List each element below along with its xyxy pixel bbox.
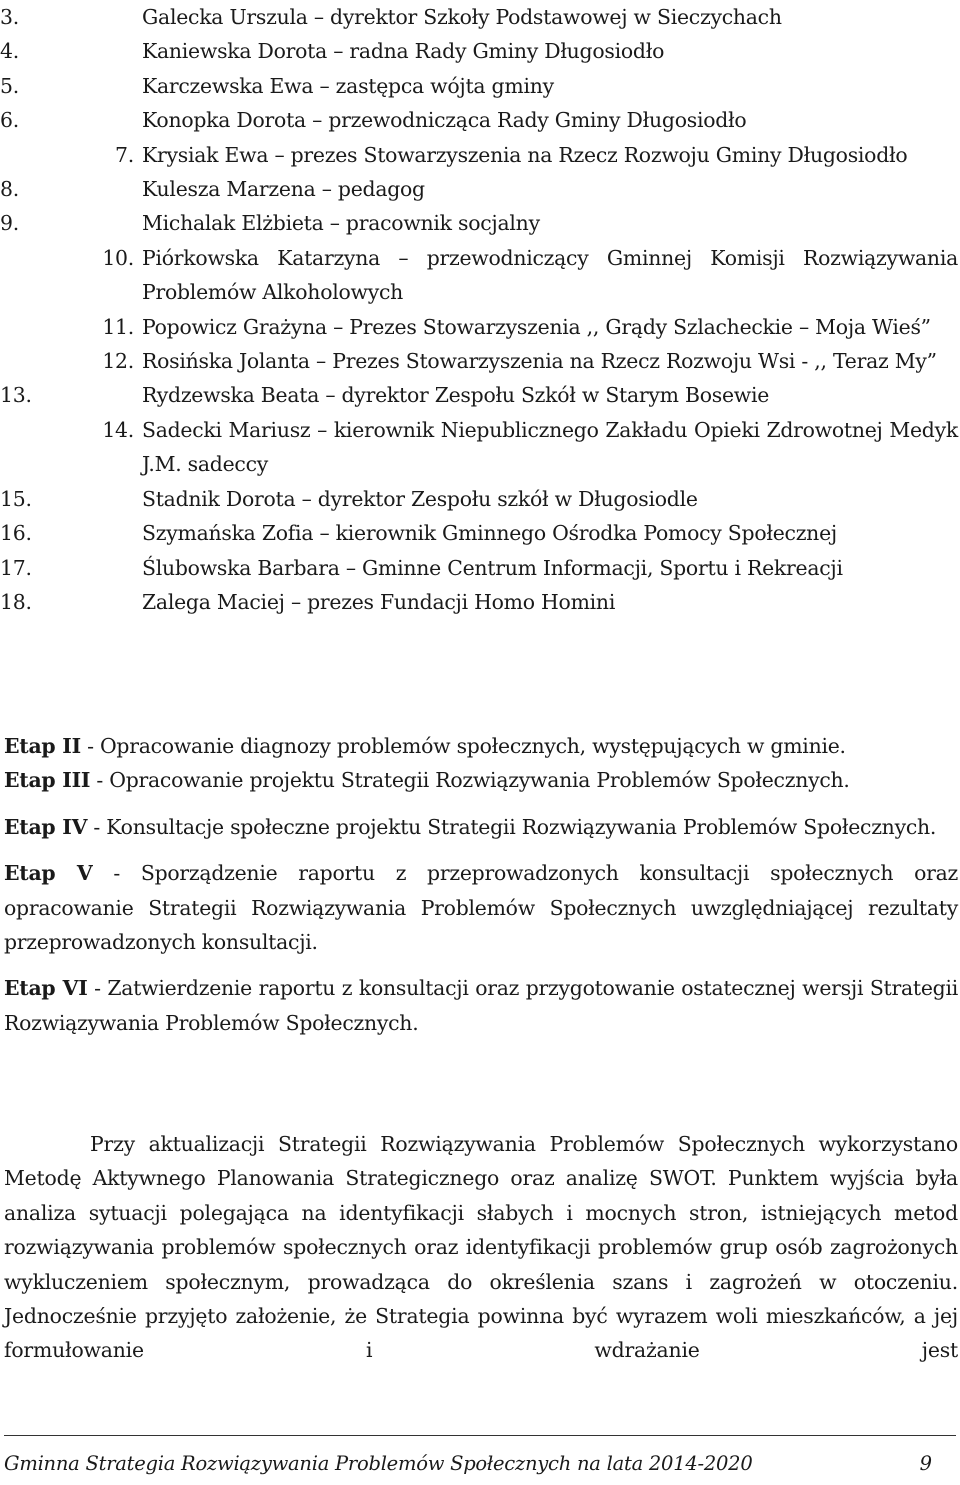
list-item <box>0 482 960 516</box>
etap-label: Etap VI <box>4 976 88 1001</box>
list-item <box>0 310 960 344</box>
list-text: Piórkowska Katarzyna – przewodniczący Gminnej Komisji Rozwiązywania Problemów Alkoholowych <box>142 245 958 305</box>
list-item <box>0 585 960 619</box>
page-number: 9 <box>919 1452 932 1475</box>
list-text: Kulesza Marzena – pedagog <box>142 177 425 202</box>
list-item <box>0 103 960 137</box>
etap-paragraph <box>4 729 958 763</box>
list-text: Sadecki Mariusz – kierownik Niepublicznego Zakładu Opieki Zdrowotnej Medyk J.M. sadeccy <box>142 417 958 477</box>
list-text: Stadnik Dorota – dyrektor Zespołu szkół w Długosiodle <box>142 486 698 511</box>
list-number: 17. <box>0 555 32 580</box>
list-number: 18. <box>0 589 32 614</box>
list-number: 10. <box>102 245 134 270</box>
list-text: Konopka Dorota – przewodnicząca Rady Gminy Długosiodło <box>142 108 747 133</box>
list-number: 15. <box>0 486 32 511</box>
footer-title: Gminna Strategia Rozwiązywania Problemów Społecznych na lata 2014-2020 <box>4 1452 753 1475</box>
list-item <box>0 138 960 172</box>
list-text: Popowicz Grażyna – Prezes Stowarzyszenia ,, Grądy Szlacheckie – Moja Wieś” <box>142 314 931 339</box>
list-number: 7. <box>115 142 134 167</box>
list-item <box>0 551 960 585</box>
list-item <box>0 516 960 550</box>
etaps-section <box>4 729 958 1040</box>
etap-text: - Opracowanie diagnozy problemów społecznych, występujących w gminie. <box>80 734 846 758</box>
list-item <box>0 241 960 310</box>
list-item <box>0 378 960 412</box>
list-text: Rosińska Jolanta – Prezes Stowarzyszenia na Rzecz Rozwoju Wsi - ,, Teraz My” <box>142 349 937 374</box>
list-text: Krysiak Ewa – prezes Stowarzyszenia na Rzecz Rozwoju Gminy Długosiodło <box>142 142 908 167</box>
etap-paragraph <box>4 856 958 959</box>
footer-divider <box>4 1435 956 1436</box>
list-number: 8. <box>0 177 19 202</box>
list-item <box>0 172 960 206</box>
list-number: 5. <box>0 73 19 98</box>
body-paragraph: Przy aktualizacji Strategii Rozwiązywania Problemów Społecznych wykorzystano Metodę Aktywnego Planowania Strategicznego oraz analizę SWOT. Punktem wyjścia była analiza sytuacji polegająca na identyfikacji słabych i mocnych stron, istniejących metod rozwiązywania problemów społecznych oraz identyfikacji problemów grup osób zagrożonych wykluczeniem społecznym, prowadząca do określenia szans i zagrożeń w otoczeniu. Jednocześnie przyjęto założenie, że Strategia powinna być wyrazem woli mieszkańców, a jej formułowanie i wdrażanie jest <box>4 1132 958 1363</box>
list-number: 6. <box>0 108 19 133</box>
list-number: 12. <box>102 349 134 374</box>
list-text: Karczewska Ewa – zastępca wójta gminy <box>142 73 554 98</box>
etap-paragraph <box>4 810 958 844</box>
list-text: Rydzewska Beata – dyrektor Zespołu Szkół w Starym Bosewie <box>142 383 770 408</box>
list-text: Galecka Urszula – dyrektor Szkoły Podstawowej w Sieczychach <box>142 5 782 29</box>
list-item <box>0 0 960 34</box>
list-number: 4. <box>0 39 19 64</box>
etap-text: - Konsultacje społeczne projektu Strategii Rozwiązywania Problemów Społecznych. <box>87 814 937 839</box>
list-number: 11. <box>102 314 134 339</box>
list-text: Szymańska Zofia – kierownik Gminnego Ośrodka Pomocy Społecznej <box>142 521 837 546</box>
list-item <box>0 34 960 68</box>
list-number: 14. <box>102 417 134 442</box>
list-text: Zalega Maciej – prezes Fundacji Homo Homini <box>142 589 616 614</box>
etap-paragraph <box>4 763 958 797</box>
list-item <box>0 206 960 240</box>
etap-label: Etap III <box>4 768 91 793</box>
list-number: 3. <box>0 5 19 29</box>
etap-label: Etap II <box>4 734 81 758</box>
etap-text: - Zatwierdzenie raportu z konsultacji oraz przygotowanie ostatecznej wersji Strategii Rozwiązywania Problemów Społecznych. <box>4 976 958 1035</box>
list-item <box>0 344 960 378</box>
list-number: 13. <box>0 383 32 408</box>
list-text: Michalak Elżbieta – pracownik socjalny <box>142 211 540 236</box>
etap-text: - Sporządzenie raportu z przeprowadzonych konsultacji społecznych oraz opracowanie Strategii Rozwiązywania Problemów Społecznych uwzględniającej rezultaty przeprowadzonych konsultacji. <box>4 861 958 955</box>
list-item <box>0 413 960 482</box>
etap-paragraph <box>4 971 958 1040</box>
list-number: 9. <box>0 211 19 236</box>
list-item <box>0 69 960 103</box>
etap-text: - Opracowanie projektu Strategii Rozwiązywania Problemów Społecznych. <box>90 768 850 793</box>
etap-label: Etap V <box>4 861 93 886</box>
list-text: Kaniewska Dorota – radna Rady Gminy Długosiodło <box>142 39 665 64</box>
team-members-list <box>0 0 960 619</box>
list-number: 16. <box>0 521 32 546</box>
etap-label: Etap IV <box>4 814 88 839</box>
list-text: Ślubowska Barbara – Gminne Centrum Informacji, Sportu i Rekreacji <box>142 555 843 580</box>
